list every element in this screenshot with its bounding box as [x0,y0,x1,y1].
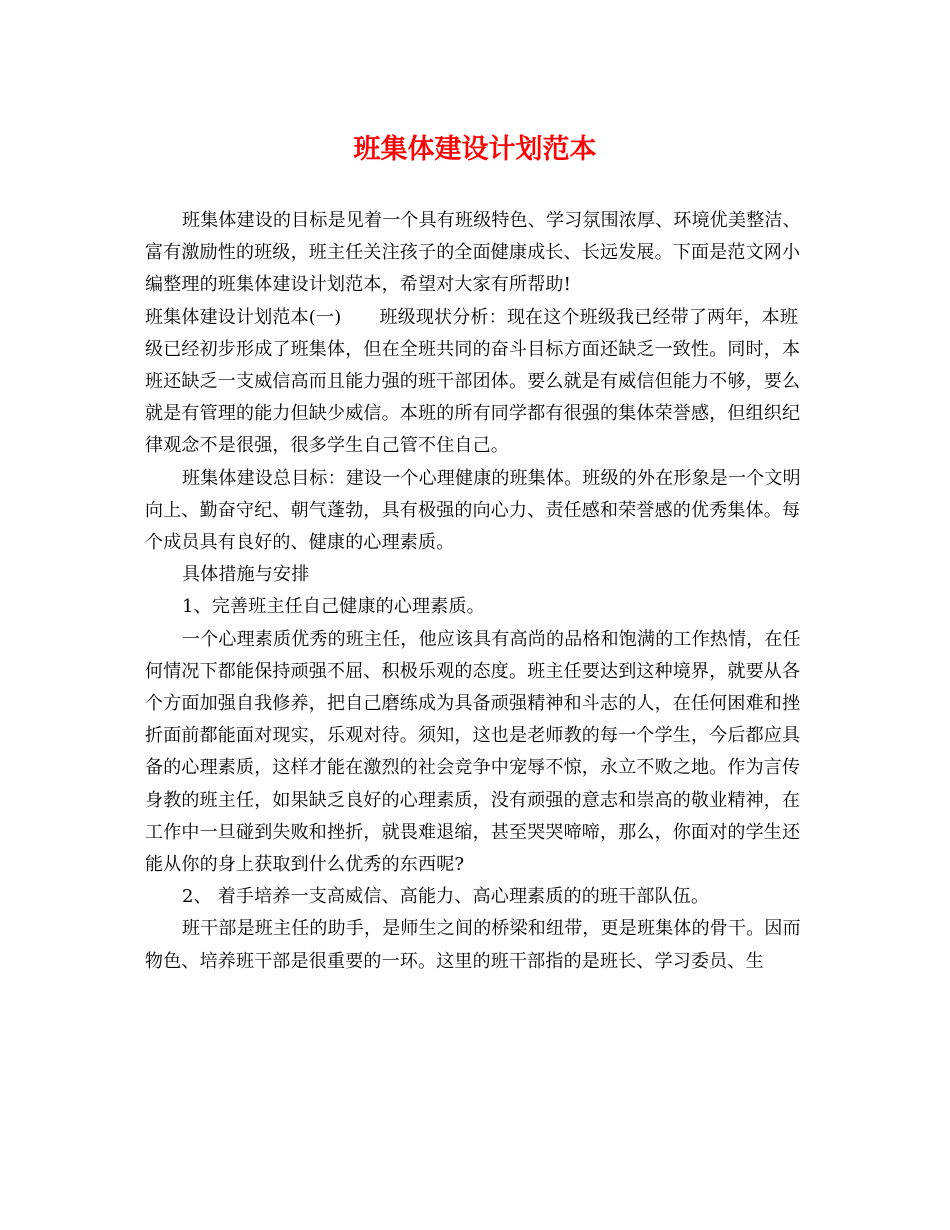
document-body [145,205,805,978]
status-analysis: 班级现状分析：现在这个班级我已经带了两年，本班级已经初步形成了班集体，但在全班共同的奋斗目标方面还缺乏一致性。同时，本班还缺乏一支威信高而且能力强的班干部团体。要么就是有威信但能力不够，要么就是有管理的能力但缺少威信。本班的所有同学都有很强的集体荣誉感，但组织纪律观念不是很强，很多学生自己管不住自己。 [145,306,801,457]
document-title: 班集体建设计划范本 [353,134,597,165]
section-paragraph [145,302,805,463]
goal-paragraph: 班集体建设总目标：建设一个心理健康的班集体。班级的外在形象是一个文明向上、勤奋守纪、朝气蓬勃，具有极强的向心力、责任感和荣誉感的优秀集体。每个成员具有良好的、健康的心理素质。 [145,467,801,554]
item-1-paragraph: 一个心理素质优秀的班主任，他应该具有高尚的品格和饱满的工作热情，在任何情况下都能保持顽强不屈、积极乐观的态度。班主任要达到这种境界，就要从各个方面加强自我修养，把自己磨练成为具备顽强精神和斗志的人，在任何困难和挫折面前都能面对现实，乐观对待。须知，这也是老师教的每一个学生，今后都应具备的心理素质，这样才能在激烈的社会竞争中宠辱不惊，永立不败之地。作为言传身教的班主任，如果缺乏良好的心理素质，没有顽强的意志和崇高的敬业精神，在工作中一旦碰到失败和挫折，就畏难退缩，甚至哭哭啼啼，那么，你面对的学生还能从你的身上获取到什么优秀的东西呢? [145,628,801,876]
item-1-heading: 1、完善班主任自己健康的心理素质。 [182,596,485,618]
intro-paragraph: 班集体建设的目标是见着一个具有班级特色、学习氛围浓厚、环境优美整洁、富有激励性的班级，班主任关注孩子的全面健康成长、长远发展。下面是范文网小编整理的班集体建设计划范本，希望对大家有所帮助! [145,210,801,296]
section-heading: 班集体建设计划范本(一) [145,306,342,328]
item-2-heading: 2、 着手培养一支高威信、高能力、高心理素质的的班干部队伍。 [182,886,710,908]
measures-heading: 具体措施与安排 [182,564,310,586]
item-2-paragraph: 班干部是班主任的助手，是师生之间的桥梁和纽带，更是班集体的骨干。因而物色、培养班干部是很重要的一环。这里的班干部指的是班长、学习委员、生 [145,918,801,972]
